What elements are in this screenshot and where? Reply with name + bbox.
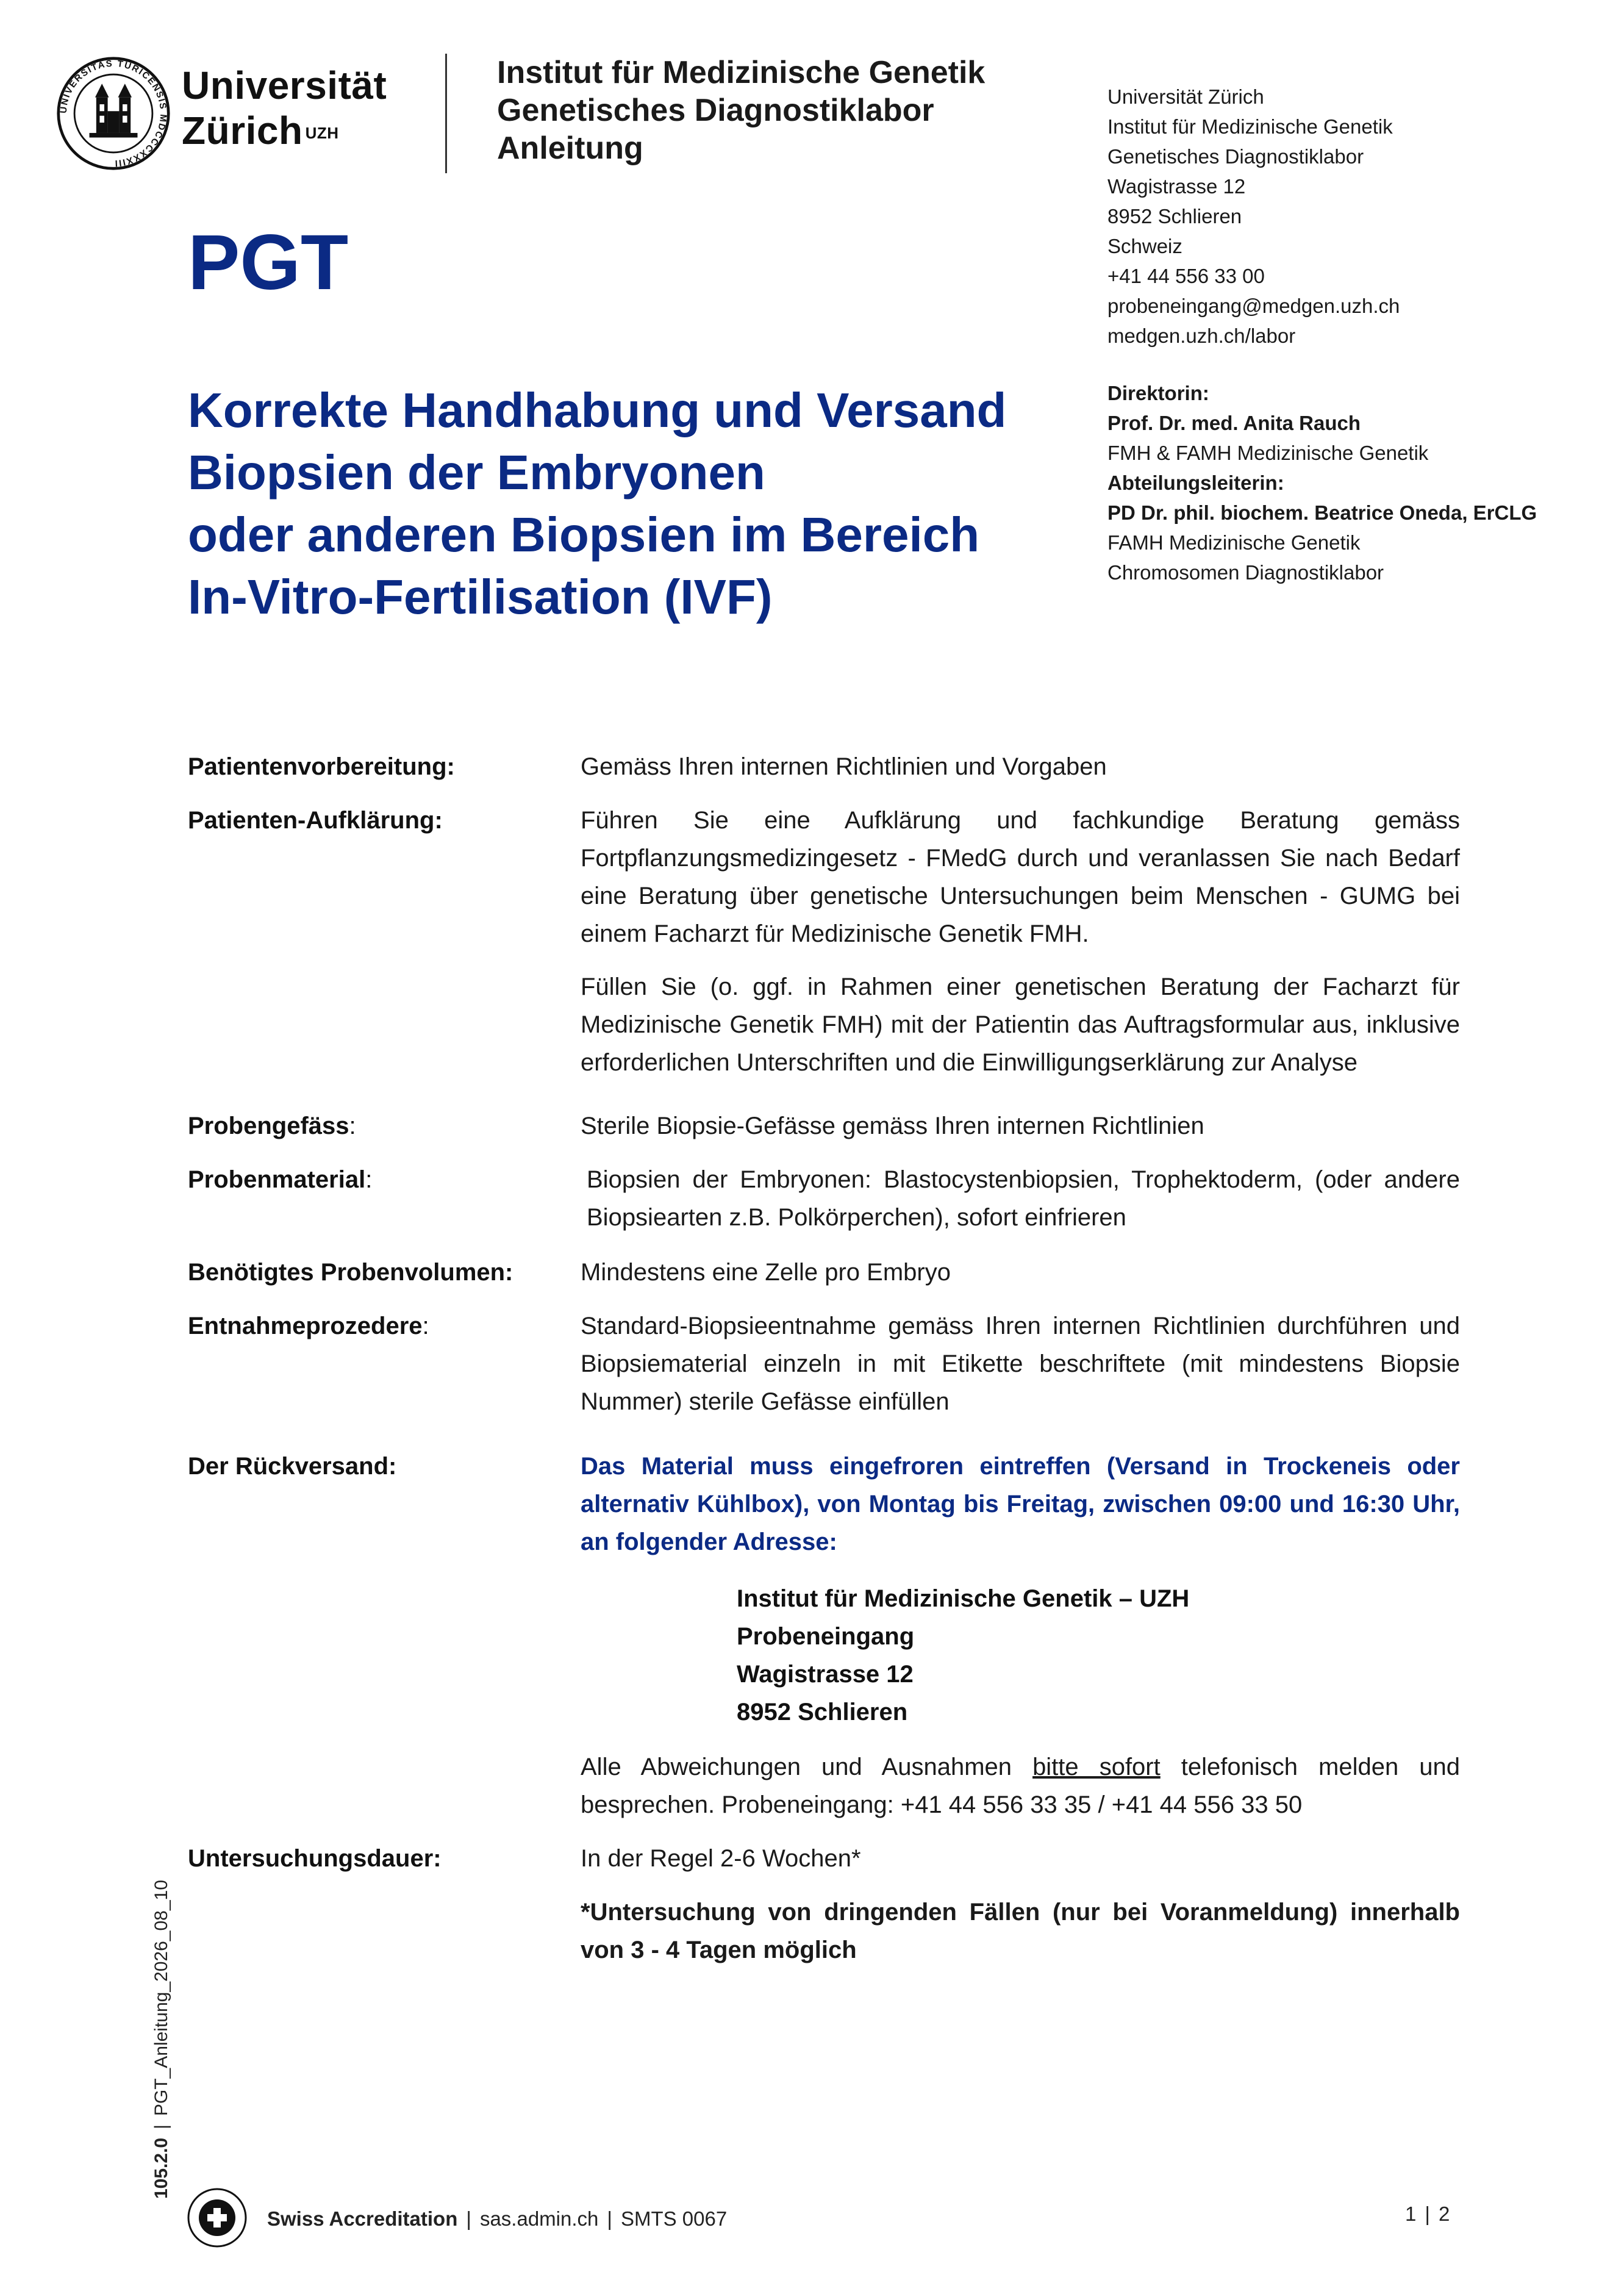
page-current: 1 (1405, 2202, 1417, 2225)
institute-header (497, 54, 985, 167)
address-line: Schweiz (1107, 235, 1182, 257)
document-version-code: 105.2.0|PGT_Anleitung_2026_08_10 (151, 1880, 171, 2199)
accreditation-name: Swiss Accreditation (267, 2207, 458, 2230)
footer-accreditation: Swiss Accreditation | sas.admin.ch | SMTS 0067 (267, 2207, 728, 2230)
row-label-sample-volume: Benötigtes Probenvolumen: (188, 1259, 513, 1286)
document-subtitle (188, 379, 1006, 628)
shipping-address-line: 8952 Schlieren (737, 1699, 908, 1726)
row-value-sample-volume: Mindestens eine Zelle pro Embryo (581, 1259, 951, 1286)
shipping-address-line: Institut für Medizinische Genetik – UZH (737, 1585, 1190, 1612)
row-value-sample-container: Sterile Biopsie-Gefässe gemäss Ihren internen Richtlinien (581, 1113, 1204, 1139)
website-link[interactable]: medgen.uzh.ch/labor (1107, 324, 1296, 347)
subtitle-line: Biopsien der Embryonen (188, 445, 765, 500)
row-value-patient-education (581, 801, 1460, 1081)
swiss-accreditation-seal (187, 2187, 248, 2248)
director-name: Prof. Dr. med. Anita Rauch (1107, 412, 1361, 434)
urgent-underline: bitte sofort (1032, 1754, 1161, 1780)
return-shipping-instructions: Das Material muss eingefroren eintreffen (Versand in Trockeneis oder alternativ Kühlbox), von Montag bis Freitag, zwischen 09:00 und 16:30 Uhr, an folgender Adresse: (581, 1453, 1460, 1555)
seal-text: UNIVERSITAS TURICENSIS MDCCCXXXIII (58, 58, 169, 169)
head-name: PD Dr. phil. biochem. Beatrice Oneda, ErCLG (1107, 501, 1537, 524)
row-label-patient-preparation: Patientenvorbereitung: (188, 753, 455, 780)
accreditation-site[interactable]: sas.admin.ch (479, 2207, 599, 2230)
address-block (1107, 82, 1537, 587)
university-name-line2: Zürich $^{UZH}$ (182, 109, 339, 152)
institute-line: Genetisches Diagnostiklabor (497, 93, 934, 128)
deviation-note: Alle Abweichungen und Ausnahmen bitte sofort telefonisch melden und besprechen. Probeneingang: +41 44 556 33 35 / +41 44 556 33 50 (581, 1754, 1461, 1818)
document-code-title: PGT (188, 219, 349, 306)
address-line: Genetisches Diagnostiklabor (1107, 145, 1364, 168)
head-title: Chromosomen Diagnostiklabor (1107, 561, 1384, 584)
shipping-address-line: Wagistrasse 12 (737, 1661, 914, 1688)
row-label-examination-duration: Untersuchungsdauer: (188, 1845, 442, 1872)
address-line: Wagistrasse 12 (1107, 175, 1246, 198)
shipping-address-line: Probeneingang (737, 1623, 915, 1650)
address-line: Institut für Medizinische Genetik (1107, 115, 1393, 138)
header-divider (445, 54, 447, 173)
university-name-line1: Universität (182, 63, 387, 107)
page-number: 1 | 2 (1405, 2202, 1450, 2225)
uzh-superscript: UZH (305, 124, 339, 142)
address-line: Universität Zürich (1107, 85, 1264, 108)
row-label-sample-container: Probengefäss: (188, 1113, 356, 1139)
institute-line: Institut für Medizinische Genetik (497, 55, 985, 90)
row-value-examination-duration: In der Regel 2-6 Wochen* (581, 1845, 861, 1872)
urgent-cases-note: *Untersuchung von dringenden Fällen (nur bei Voranmeldung) innerhalb von 3 - 4 Tagen möglich (581, 1899, 1460, 1963)
education-paragraph-2: Füllen Sie (o. ggf. in Rahmen einer genetischen Beratung der Facharzt für Medizinische Genetik FMH) mit der Patientin das Auftragsformular aus, inklusive erforderlichen Unterschriften und die Einwilligungserklärung zur Analyse (581, 973, 1460, 1076)
row-value-collection-procedure: Standard-Biopsieentnahme gemäss Ihren internen Richtlinien durchführen und Biopsiematerial einzeln in mit Etikette beschriftete (mit mindestens Biopsie Nummer) sterile Gefässe einfüllen (581, 1313, 1460, 1415)
row-label-collection-procedure: Entnahmeprozedere: (188, 1313, 429, 1339)
email-link[interactable]: probeneingang@medgen.uzh.ch (1107, 295, 1400, 317)
address-line: 8952 Schlieren (1107, 205, 1242, 228)
subtitle-line: oder anderen Biopsien im Bereich (188, 507, 980, 562)
row-value-sample-material: Biopsien der Embryonen: Blastocystenbiopsien, Trophektoderm, (oder andere Biopsiearten z.B. Polkörperchen), sofort einfrieren (587, 1166, 1460, 1231)
row-label-return-shipping: Der Rückversand: (188, 1453, 397, 1480)
director-title: FMH & FAMH Medizinische Genetik (1107, 442, 1429, 464)
head-label: Abteilungsleiterin: (1107, 471, 1284, 494)
institute-line: Anleitung (497, 131, 643, 166)
director-label: Direktorin: (1107, 382, 1209, 404)
university-seal-logo (56, 56, 171, 171)
subtitle-line: In-Vitro-Fertilisation (IVF) (188, 570, 773, 624)
education-paragraph-1: Führen Sie eine Aufklärung und fachkundige Beratung gemäss Fortpflanzungsmedizingesetz - FMedG durch und veranlassen Sie nach Bedarf eine Beratung über genetische Untersuchungen beim Menschen - GUMG bei einem Facharzt für Medizinische Genetik FMH. (581, 807, 1460, 947)
head-title: FAMH Medizinische Genetik (1107, 531, 1361, 554)
phone-number: +41 44 556 33 00 (1107, 265, 1265, 287)
row-value-patient-preparation: Gemäss Ihren internen Richtlinien und Vorgaben (581, 753, 1107, 780)
subtitle-line: Korrekte Handhabung und Versand (188, 383, 1007, 437)
shipping-address (737, 1580, 1189, 1731)
accreditation-code: SMTS 0067 (620, 2207, 728, 2230)
row-label-sample-material: Probenmaterial: (188, 1166, 373, 1193)
page-total: 2 (1438, 2202, 1450, 2225)
row-label-patient-education: Patienten-Aufklärung: (188, 807, 443, 834)
